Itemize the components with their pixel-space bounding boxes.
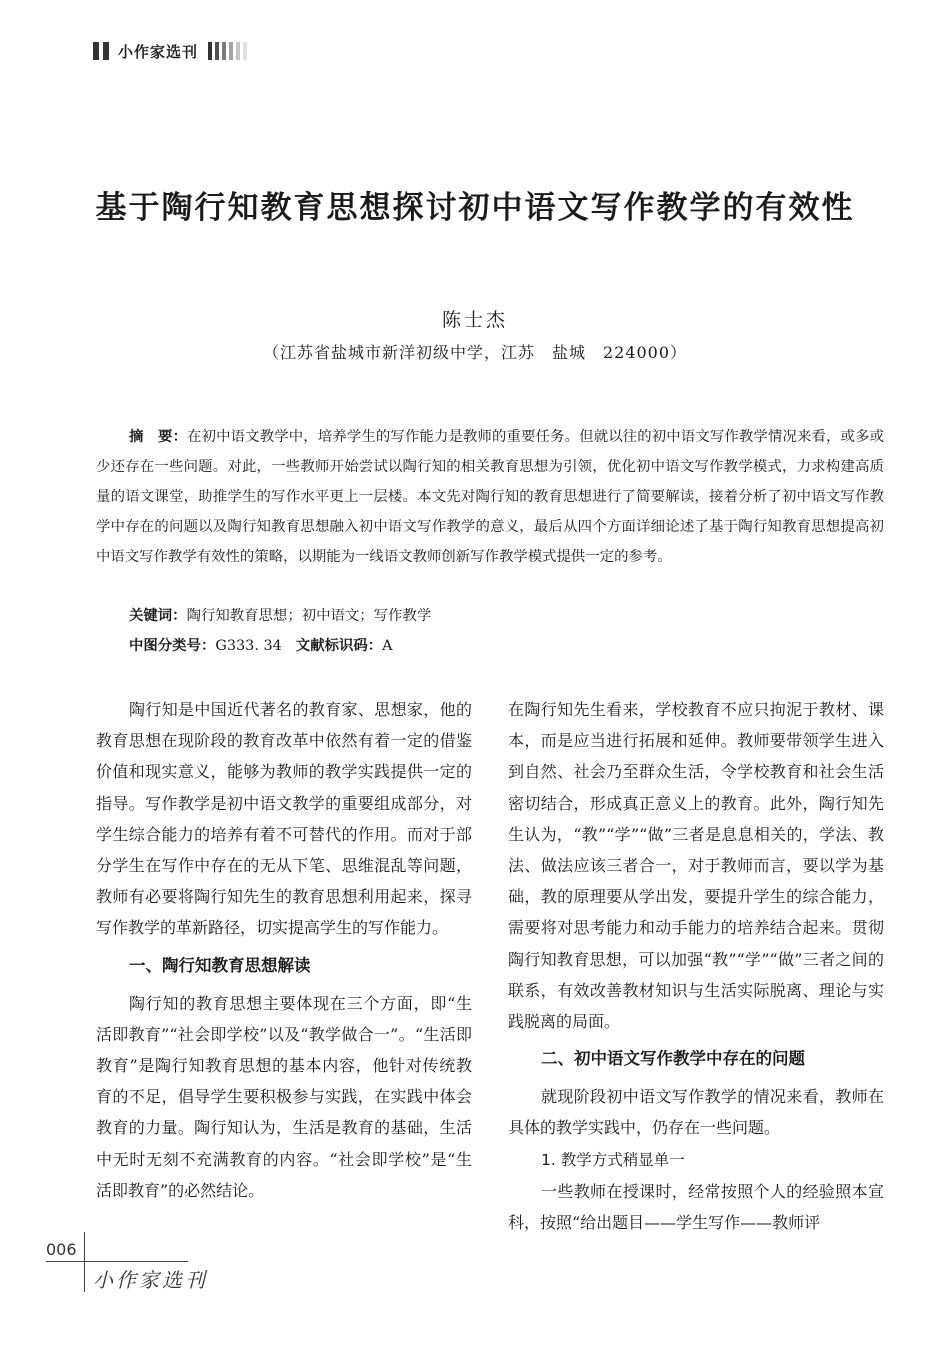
keywords-text: 陶行知教育思想；初中语文；写作教学: [186, 608, 432, 624]
journal-name: 小作家选刊: [118, 42, 199, 61]
clc-label: 中图分类号：: [129, 638, 216, 654]
footer-divider-horizontal: [46, 1261, 188, 1262]
article-title: 基于陶行知教育思想探讨初中语文写作教学的有效性: [95, 190, 855, 226]
doc-code-value: A: [382, 638, 393, 654]
author-name: 陈士杰: [441, 309, 508, 331]
header-bars-right: [208, 42, 247, 60]
abstract-label: 摘 要：: [129, 429, 188, 445]
doc-code-label: 文献标识码：: [295, 638, 383, 654]
section-heading-2: 二、初中语文写作教学中存在的问题: [541, 1049, 805, 1069]
body-column-left: [96, 694, 472, 1206]
classification: [129, 636, 393, 656]
clc-value: G333. 34: [215, 638, 282, 654]
author-affiliation: （江苏省盐城市新洋初级中学，江苏 盐城 224000）: [262, 343, 688, 362]
body-paragraph: 一些教师在授课时，经常按照个人的经验照本宣科，按照“给出题目——学生写作——教师评: [508, 1181, 884, 1232]
page-number: 006: [46, 1240, 77, 1259]
abstract: [96, 422, 884, 572]
body-paragraph: 就现阶段初中语文写作教学的情况来看，教师在具体的教学实践中，仍存在一些问题。: [508, 1087, 884, 1138]
header-bars-left: [93, 42, 109, 60]
body-paragraph: 陶行知是中国近代著名的教育家、思想家，他的教育思想在现阶段的教育改革中依然有着一定的借鉴价值和现实意义，能够为教师的教学实践提供一定的指导。写作教学是初中语文教学的重要组成部分，对学生综合能力的培养有着不可替代的作用。而对于部分学生在写作中存在的无从下笔、思维混乱等问题，教师有必要将陶行知先生的教育思想利用起来，探寻写作教学的革新路径，切实提高学生的写作能力。: [96, 700, 472, 938]
footer-divider-vertical: [84, 1232, 85, 1292]
body-column-right: [508, 694, 884, 1238]
running-header: [93, 40, 247, 62]
abstract-text: 在初中语文教学中，培养学生的写作能力是教师的重要任务。但就以往的初中语文写作教学情况来看，或多或少还存在一些问题。对此，一些教师开始尝试以陶行知的相关教育思想为引领，优化初中语文写作教学模式，力求构建高质量的语文课堂，助推学生的写作水平更上一层楼。本文先对陶行知的教育思想进行了简要解读，接着分析了初中语文写作教学中存在的问题以及陶行知教育思想融入初中语文写作教学的意义，最后从四个方面详细论述了基于陶行知教育思想提高初中语文写作教学有效性的策略，以期能为一线语文教师创新写作教学模式提供一定的参考。: [96, 429, 884, 565]
body-paragraph: 陶行知的教育思想主要体现在三个方面，即“生活即教育”“社会即学校”以及“教学做合一”。“生活即教育”是陶行知教育思想的基本内容，他针对传统教育的不足，倡导学生要积极参与实践，在实践中体会教育的力量。陶行知认为，生活是教育的基础，生活中无时无刻不充满教育的内容。“社会即学校”是“生活即教育”的必然结论。: [96, 993, 472, 1200]
body-paragraph: 在陶行知先生看来，学校教育不应只拘泥于教材、课本，而是应当进行拓展和延伸。教师要带领学生进入到自然、社会乃至群众生活，令学校教育和社会生活密切结合，形成真正意义上的教育。此外，陶行知先生认为，“教”“学”“做”三者是息息相关的，学法、教法、做法应该三者合一，对于教师而言，要以学为基础，教的原理要从学出发，要提升学生的综合能力，需要将对思考能力和动手能力的培养结合起来。贯彻陶行知教育思想，可以加强“教”“学”“做”三者之间的联系，有效改善教材知识与生活实际脱离、理论与实践脱离的局面。: [508, 700, 884, 1032]
journal-logo: 小作家选刊: [93, 1268, 208, 1292]
section-heading-1: 一、陶行知教育思想解读: [129, 955, 311, 975]
keywords-label: 关键词：: [129, 608, 187, 624]
subsection-heading: 1. 教学方式稍显单一: [541, 1150, 685, 1169]
keywords: [129, 606, 431, 626]
